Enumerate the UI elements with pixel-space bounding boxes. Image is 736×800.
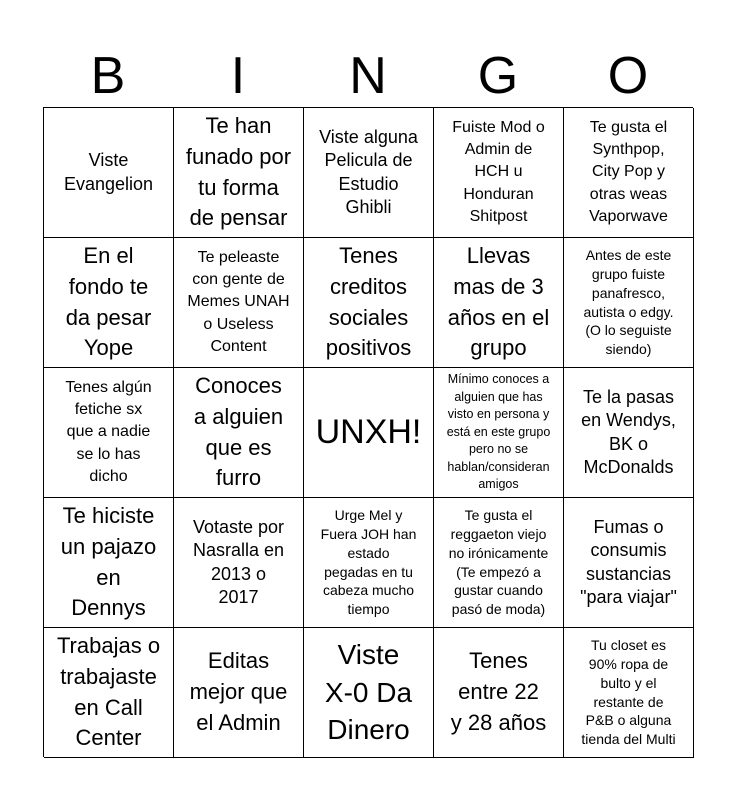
bingo-cell[interactable]: En el fondo te da pesar Yope bbox=[44, 238, 174, 368]
bingo-cell[interactable]: Tenes creditos sociales positivos bbox=[304, 238, 434, 368]
bingo-cell[interactable]: Te han funado por tu forma de pensar bbox=[174, 108, 304, 238]
bingo-cell[interactable]: Editas mejor que el Admin bbox=[174, 628, 304, 758]
bingo-cell[interactable]: Tu closet es 90% ropa de bulto y el restante de P&B o alguna tienda del Multi bbox=[564, 628, 694, 758]
bingo-cell[interactable]: Urge Mel y Fuera JOH han estado pegadas en tu cabeza mucho tiempo bbox=[304, 498, 434, 628]
header-letter-b: B bbox=[90, 47, 126, 105]
bingo-cell[interactable]: Te gusta el reggaeton viejo no irónicamente (Te empezó a gustar cuando pasó de moda) bbox=[434, 498, 564, 628]
bingo-cell[interactable]: Viste Evangelion bbox=[44, 108, 174, 238]
bingo-cell[interactable]: Te gusta el Synthpop, City Pop y otras weas Vaporwave bbox=[564, 108, 694, 238]
bingo-cell[interactable]: Trabajas o trabajaste en Call Center bbox=[44, 628, 174, 758]
bingo-header bbox=[43, 44, 693, 108]
header-letter-o: O bbox=[607, 47, 649, 105]
bingo-cell[interactable]: Tenes entre 22 y 28 años bbox=[434, 628, 564, 758]
header-letter-n: N bbox=[349, 47, 387, 105]
bingo-cell[interactable]: Mínimo conoces a alguien que has visto en persona y está en este grupo pero no se hablan/consideran amigos bbox=[434, 368, 564, 498]
bingo-board bbox=[43, 107, 693, 757]
bingo-cell[interactable]: Fumas o consumis sustancias "para viajar" bbox=[564, 498, 694, 628]
bingo-cell[interactable]: Llevas mas de 3 años en el grupo bbox=[434, 238, 564, 368]
bingo-cell[interactable]: Antes de este grupo fuiste panafresco, autista o edgy. (O lo seguiste siendo) bbox=[564, 238, 694, 368]
header-letter-g: G bbox=[477, 47, 519, 105]
bingo-cell[interactable]: Viste alguna Pelicula de Estudio Ghibli bbox=[304, 108, 434, 238]
free-space-cell[interactable]: UNXH! bbox=[304, 368, 434, 498]
bingo-cell[interactable]: Viste X-0 Da Dinero bbox=[304, 628, 434, 758]
bingo-cell[interactable]: Te peleaste con gente de Memes UNAH o Useless Content bbox=[174, 238, 304, 368]
bingo-cell[interactable]: Tenes algún fetiche sx que a nadie se lo has dicho bbox=[44, 368, 174, 498]
header-letter-i: I bbox=[230, 47, 246, 105]
bingo-cell[interactable]: Votaste por Nasralla en 2013 o 2017 bbox=[174, 498, 304, 628]
bingo-cell[interactable]: Fuiste Mod o Admin de HCH u Honduran Shitpost bbox=[434, 108, 564, 238]
bingo-cell[interactable]: Conoces a alguien que es furro bbox=[174, 368, 304, 498]
bingo-cell[interactable]: Te la pasas en Wendys, BK o McDonalds bbox=[564, 368, 694, 498]
bingo-cell[interactable]: Te hiciste un pajazo en Dennys bbox=[44, 498, 174, 628]
